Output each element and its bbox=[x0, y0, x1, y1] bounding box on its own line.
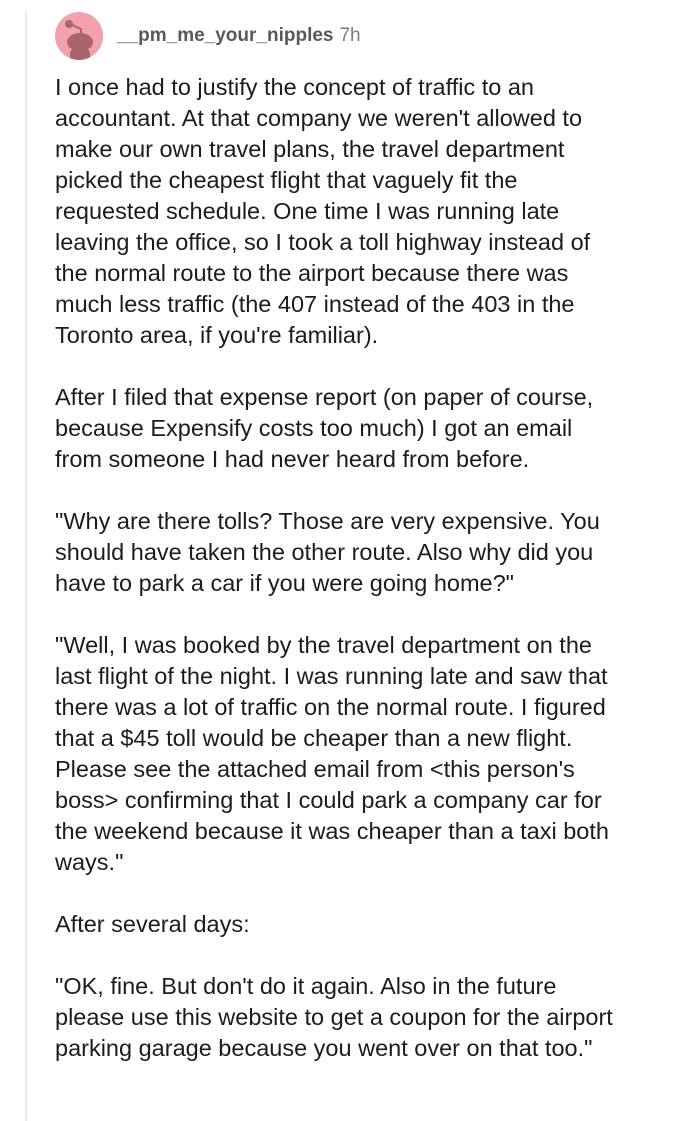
text-line: requested schedule. One time I was running late bbox=[55, 198, 560, 224]
text-line: "Well, I was booked by the travel department on the bbox=[55, 632, 592, 658]
comment-paragraph bbox=[55, 630, 695, 878]
thread-line[interactable] bbox=[25, 10, 27, 1121]
comment-paragraph bbox=[55, 506, 695, 599]
text-line: parking garage because you went over on that too." bbox=[55, 1035, 593, 1061]
text-line: that a $45 toll would be cheaper than a new flight. bbox=[55, 725, 573, 751]
text-line: last flight of the night. I was running late and saw that bbox=[55, 663, 608, 689]
comment-paragraph bbox=[55, 909, 695, 940]
comment-header bbox=[55, 12, 361, 60]
text-line: leaving the office, so I took a toll highway instead of bbox=[55, 229, 591, 255]
text-line: much less traffic (the 407 instead of the 403 in the bbox=[55, 291, 575, 317]
text-line: accountant. At that company we weren't allowed to bbox=[55, 105, 583, 131]
text-line: should have taken the other route. Also why did you bbox=[55, 539, 594, 565]
timestamp: 7h bbox=[339, 25, 361, 46]
text-line: After several days: bbox=[55, 911, 250, 937]
comment-paragraph bbox=[55, 382, 695, 475]
text-line: please use this website to get a coupon for the airport bbox=[55, 1004, 613, 1030]
text-line: After I filed that expense report (on paper of course, bbox=[55, 384, 594, 410]
text-line: boss> confirming that I could park a company car for bbox=[55, 787, 602, 813]
text-line: the weekend because it was cheaper than a taxi both bbox=[55, 818, 609, 844]
text-line: Toronto area, if you're familiar). bbox=[55, 322, 379, 348]
snoo-avatar-icon[interactable] bbox=[55, 12, 103, 60]
text-line: from someone I had never heard from before. bbox=[55, 446, 530, 472]
comment-paragraph bbox=[55, 971, 695, 1064]
text-line: there was a lot of traffic on the normal route. I figured bbox=[55, 694, 606, 720]
username-link[interactable]: __pm_me_your_nipples bbox=[117, 25, 334, 46]
text-line: make our own travel plans, the travel department bbox=[55, 136, 565, 162]
text-line: I once had to justify the concept of traffic to an bbox=[55, 74, 534, 100]
text-line: the normal route to the airport because there was bbox=[55, 260, 569, 286]
text-line: "Why are there tolls? Those are very expensive. You bbox=[55, 508, 600, 534]
text-line: Please see the attached email from <this person's bbox=[55, 756, 575, 782]
comment-paragraph bbox=[55, 72, 695, 351]
text-line: picked the cheapest flight that vaguely fit the bbox=[55, 167, 518, 193]
text-line: because Expensify costs too much) I got an email bbox=[55, 415, 573, 441]
text-line: "OK, fine. But don't do it again. Also in the future bbox=[55, 973, 557, 999]
text-line: ways." bbox=[55, 849, 124, 875]
text-line: have to park a car if you were going home?" bbox=[55, 570, 515, 596]
comment-body bbox=[55, 72, 695, 1095]
